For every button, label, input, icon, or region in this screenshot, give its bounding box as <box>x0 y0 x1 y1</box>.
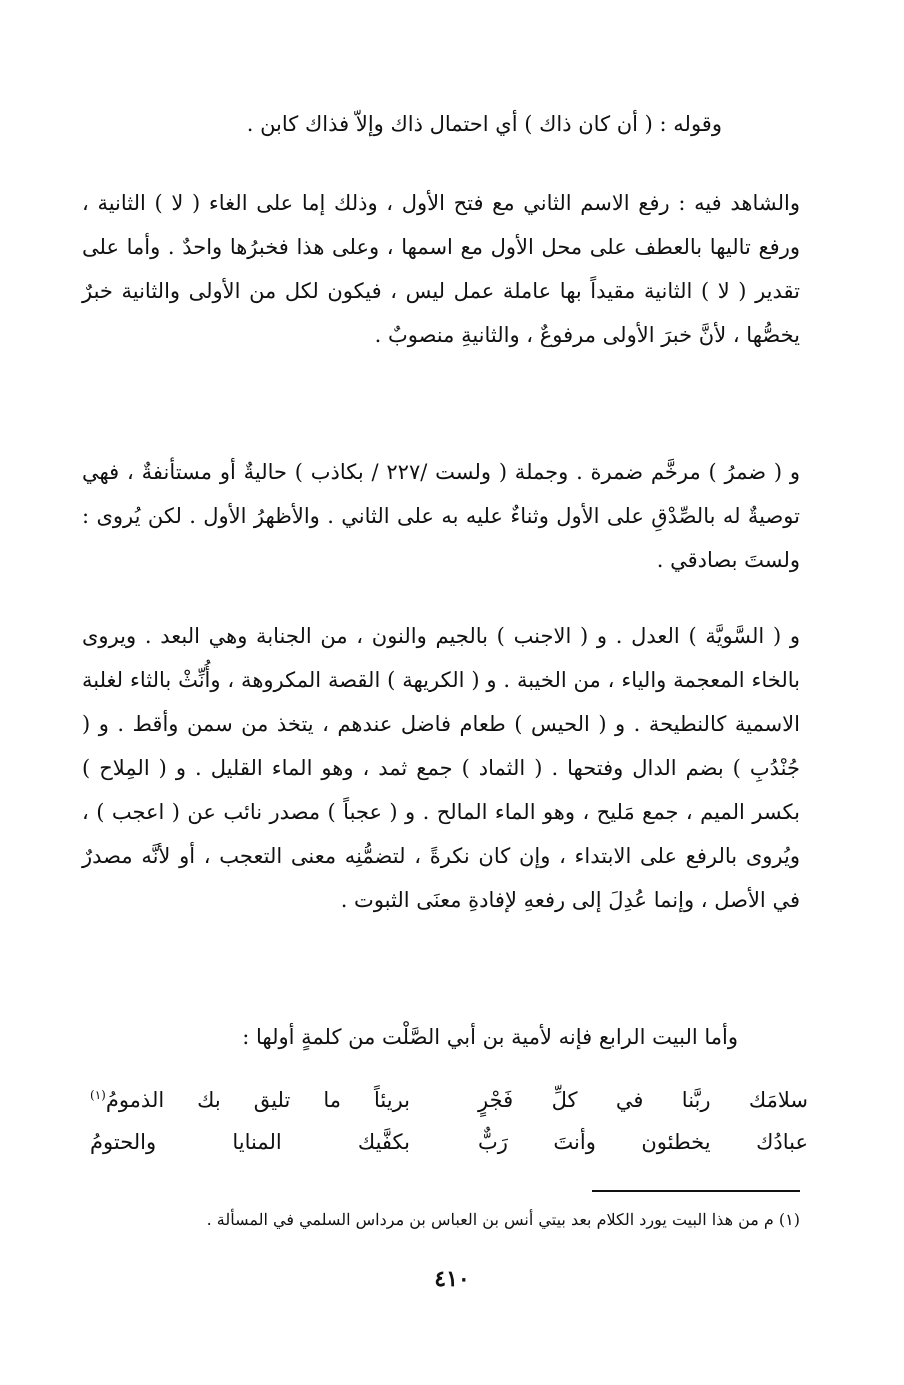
paragraph-dumr: و ( ضمرُ ) مرخَّم ضمرة . وجملة ( ولست /٢٢٧ / بكاذب ) حاليةٌ أو مستأنفةٌ ، فهي توصيةٌ له بالصِّدْقِ على الأول وثناءٌ عليه به على الثاني . والأظهرُ الأول . لكن يُروى : ولستَ بصادقي . <box>82 460 800 572</box>
verse-second-hemistich-text: بريئاً ما تليق بك الذمومُ <box>105 1088 410 1112</box>
verse-line <box>90 1122 808 1162</box>
verse-first-hemistich: سلامَك ربَّنا في كلِّ فَجْرٍ <box>478 1088 808 1112</box>
verse-line <box>90 1080 808 1120</box>
verse-second-hemistich <box>90 1080 410 1120</box>
page-number: ٤١٠ <box>434 1266 470 1292</box>
verse-second-hemistich: بكفَّيك المنايا والحتومُ <box>90 1130 410 1154</box>
paragraph-vocabulary: و ( السَّويَّة ) العدل . و ( الاجنب ) بالجيم والنون ، من الجنابة وهي البعد . ويروى بالخاء المعجمة والياء ، من الخيبة . و ( الكريهة ) القصة المكروهة ، وأُنِّثْ بالثاء لغلبة الاسمية كالنطيحة . و ( الحيس ) طعام فاضل عندهم ، يتخذ من سمن وأقط . و ( جُنْدُبِ ) بضم الدال وفتحها . ( الثماد ) جمع ثمد ، وهو الماء القليل . و ( المِلاح ) بكسر الميم ، جمع مَليح ، وهو الماء المالح . و ( عجباً ) مصدر نائب عن ( اعجب ) ، ويُروى بالرفع على الابتداء ، وإن كان نكرةً ، لتضمُّنِه معنى التعجب ، أو لأنَّه مصدرٌ في الأصل ، وإنما عُدِلَ إلى رفعهِ لإفادةِ معنَى الثبوت . <box>82 624 800 912</box>
paragraph-shahid: والشاهد فيه : رفع الاسم الثاني مع فتح الأول ، وذلك إما على الغاء ( لا ) الثانية ، ورفع تاليها بالعطف على محل الأول مع اسمها ، وعلى هذا فخبرُها واحدٌ . وأما على تقدير ( لا ) الثانية مقيداً بها عاملة عمل ليس ، فيكون لكل من الأولى والثانية خبرٌ يخصُّها ، لأنَّ خبرَ الأولى مرفوعٌ ، والثانيةِ منصوبٌ . <box>82 191 800 347</box>
paragraph-commentary-intro: وقوله : ( أن كان ذاك ) أي احتمال ذاك وإلاّ فذاك كابن . <box>246 112 722 136</box>
paragraph-fourth-verse: وأما البيت الرابع فإنه لأمية بن أبي الصَّلْت من كلمةٍ أولها : <box>242 1025 738 1049</box>
footnote-text: (١) م من هذا البيت يورد الكلام بعد بيتي أنس بن العباس بن مرداس السلمي في المسألة . <box>206 1210 800 1229</box>
footnote-separator <box>592 1190 800 1192</box>
verse-first-hemistich: عبادُك يخطئون وأنتَ رَبٌّ <box>478 1130 808 1154</box>
footnote-marker[interactable]: (١) <box>90 1088 106 1102</box>
